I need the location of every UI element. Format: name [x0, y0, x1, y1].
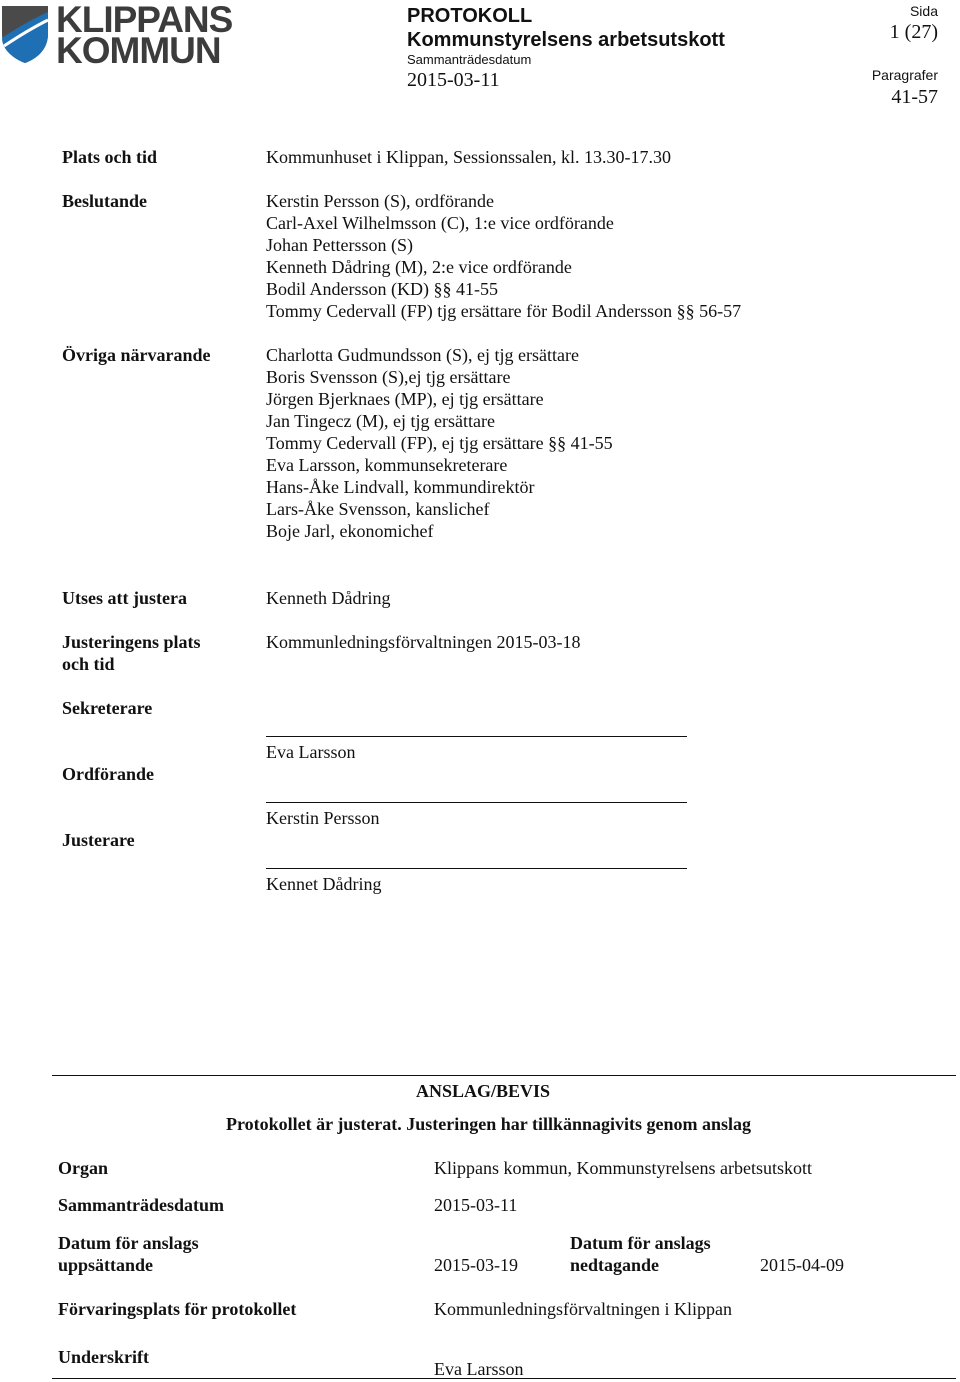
chair-name: Kerstin Persson: [266, 808, 380, 828]
notice-bottom-divider: [52, 1378, 956, 1379]
chair-label: Ordförande: [62, 764, 154, 784]
adjust-place-value: Kommunledningsförvaltningen 2015-03-18: [266, 632, 581, 652]
logo-text-line1: KLIPPANS: [56, 0, 233, 40]
others-list: [266, 344, 613, 542]
notice-date-value: 2015-03-11: [434, 1195, 518, 1215]
organ-label: Organ: [58, 1158, 109, 1178]
list-item: Kerstin Persson (S), ordförande: [266, 191, 494, 211]
adjuster-signature-line: [266, 868, 687, 869]
organ-value: Klippans kommun, Kommunstyrelsens arbetsutskott: [434, 1158, 812, 1178]
adjust-label: Utses att justera: [62, 588, 187, 608]
meeting-date: 2015-03-11: [407, 69, 500, 91]
list-item: Kenneth Dådring (M), 2:e vice ordförande: [266, 257, 572, 277]
list-item: Jan Tingecz (M), ej tjg ersättare: [266, 411, 495, 431]
list-item: Charlotta Gudmundsson (S), ej tjg ersättare: [266, 345, 579, 365]
place-value: Kommunhuset i Klippan, Sessionssalen, kl. 13.30-17.30: [266, 147, 671, 167]
list-item: Bodil Andersson (KD) §§ 41-55: [266, 279, 498, 299]
page-label: Sida: [909, 3, 938, 19]
posted-value: 2015-03-19: [434, 1255, 518, 1275]
others-label: Övriga närvarande: [62, 345, 211, 365]
adjuster-name: Kennet Dådring: [266, 874, 382, 894]
list-item: Lars-Åke Svensson, kanslichef: [266, 499, 490, 519]
list-item: Hans-Åke Lindvall, kommundirektör: [266, 477, 535, 497]
posted-label-1: Datum för anslags: [58, 1233, 199, 1253]
secretary-name: Eva Larsson: [266, 742, 356, 762]
list-item: Johan Pettersson (S): [266, 235, 413, 255]
adjust-place-label-1: Justeringens plats: [62, 632, 201, 652]
adjust-value: Kenneth Dådring: [266, 588, 391, 608]
logo-text-line2: KOMMUN: [56, 30, 221, 71]
removed-value: 2015-04-09: [760, 1255, 844, 1275]
notice-title: ANSLAG/BEVIS: [416, 1081, 551, 1101]
doc-type: PROTOKOLL: [407, 5, 533, 27]
notice-top-divider: [52, 1075, 956, 1076]
list-item: Boje Jarl, ekonomichef: [266, 521, 434, 541]
deciding-label: Beslutande: [62, 191, 148, 211]
notice-subtitle: Protokollet är justerat. Justeringen har tillkännagivits genom anslag: [226, 1114, 752, 1134]
signature-label: Underskrift: [58, 1347, 149, 1367]
storage-value: Kommunledningsförvaltningen i Klippan: [434, 1299, 732, 1319]
committee-name: Kommunstyrelsens arbetsutskott: [407, 29, 725, 51]
chair-signature-line: [266, 802, 687, 803]
page-value: 1 (27): [889, 21, 938, 43]
notice-date-label: Sammanträdesdatum: [58, 1195, 225, 1215]
removed-label-2: nedtagande: [570, 1255, 660, 1275]
secretary-label: Sekreterare: [62, 698, 153, 718]
paragraphs-label: Paragrafer: [871, 67, 938, 83]
storage-label: Förvaringsplats för protokollet: [58, 1299, 297, 1319]
signature-name: Eva Larsson: [434, 1359, 524, 1379]
list-item: Jörgen Bjerknaes (MP), ej tjg ersättare: [266, 389, 544, 409]
municipality-logo-crest-icon: [0, 4, 50, 64]
place-label: Plats och tid: [62, 147, 158, 167]
posted-label-2: uppsättande: [58, 1255, 154, 1275]
adjust-place-label-2: och tid: [62, 654, 115, 674]
list-item: Boris Svensson (S),ej tjg ersättare: [266, 367, 511, 387]
adjuster-label: Justerare: [62, 830, 135, 850]
meeting-date-label: Sammanträdesdatum: [407, 52, 532, 67]
secretary-signature-line: [266, 736, 687, 737]
list-item: Tommy Cedervall (FP) tjg ersättare för Bodil Andersson §§ 56-57: [266, 301, 742, 321]
paragraphs-value: 41-57: [891, 86, 938, 108]
list-item: Carl-Axel Wilhelmsson (C), 1:e vice ordförande: [266, 213, 614, 233]
list-item: Eva Larsson, kommunsekreterare: [266, 455, 508, 475]
deciding-list: [266, 190, 741, 322]
removed-label-1: Datum för anslags: [570, 1233, 711, 1253]
list-item: Tommy Cedervall (FP), ej tjg ersättare §§ 41-55: [266, 433, 613, 453]
